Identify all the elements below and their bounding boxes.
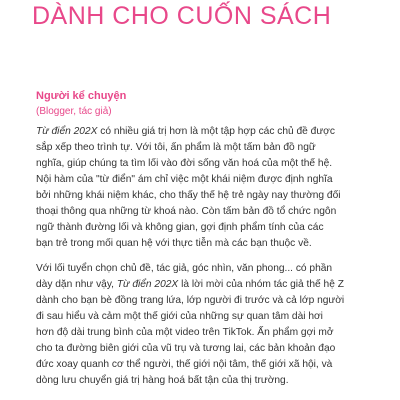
author-name: Người kể chuyện	[36, 90, 127, 102]
text-line: cho ta đường biên giới của vũ trụ và tương lai, các bản khoản đạo	[36, 343, 336, 354]
text-line: bạn trẻ trong mối quan hệ với thực tiễn mà các bạn thuộc về.	[36, 238, 312, 249]
text-line: đức xoay quanh cơ thể người, thế giới nội tâm, thế giới xã hội, và	[36, 359, 333, 370]
text-line: Từ điển 202X có nhiều giá trị hơn là một tập hợp các chủ đề được	[36, 126, 335, 137]
book-title-italic: Từ điển 202X	[116, 279, 179, 290]
text-line: Nội hàm của "từ điển" ám chỉ việc một khái niệm được định nghĩa	[36, 174, 333, 185]
book-title-italic: Từ điển 202X	[36, 126, 98, 137]
text-line: bởi những khái niệm khác, cho thấy thế hệ trẻ ngày nay thường đối	[36, 190, 341, 201]
text-line: dành cho bạn bè đồng trang lứa, lớp người đi trước và cả lớp người	[36, 295, 345, 306]
text-line: thoại thông qua những từ khoá nào. Còn tấm bản đồ tổ chức ngôn	[36, 206, 337, 217]
text-line: hơn độ dài trung bình của một video trên TikTok. Ấn phẩm gợi mở	[36, 327, 334, 338]
text-line: sắp xếp theo trình tự. Với tôi, ấn phẩm là một tấm bản đồ ngữ	[36, 142, 316, 153]
text-line: ngữ thành đường lối và không gian, gợi định phẩm tính của các	[36, 222, 324, 233]
author-role: (Blogger, tác giả)	[36, 106, 112, 117]
text-line: dày dặn như vậy, Từ điển 202X là lời mời của nhóm tác giả thế hệ Z	[36, 279, 344, 290]
text-line: dòng lưu chuyển giá trị hàng hoá bất tận của thị trường.	[36, 375, 289, 386]
text-line: đi sau hiểu và cảm một thế giới của những sự quan tâm dài hơi	[36, 311, 323, 322]
text-line: Với lối tuyển chọn chủ đề, tác giả, góc nhìn, văn phong... có phần	[36, 263, 333, 274]
text-line: nghĩa, giúp chúng ta tìm lối vào đời sống văn hoá của một thế hệ.	[36, 158, 333, 169]
page-heading: DÀNH CHO CUỐN SÁCH	[32, 2, 332, 30]
